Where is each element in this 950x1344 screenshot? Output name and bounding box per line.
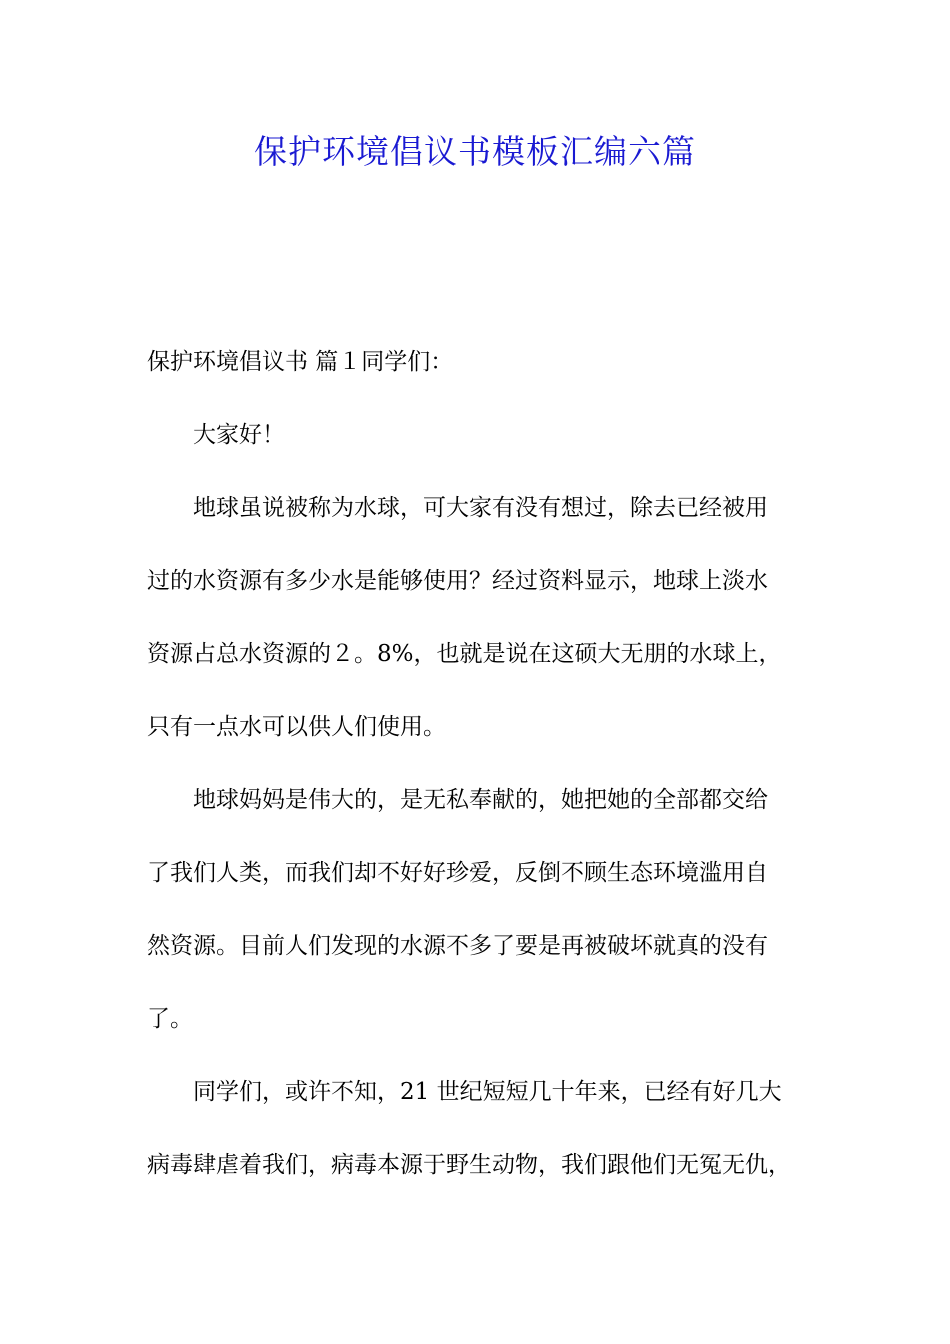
paragraph-line: 过的水资源有多少水是能够使用？经过资料显示，地球上淡水 bbox=[147, 568, 768, 594]
paragraph-line: 同学们，或许不知，21 世纪短短几十年来，已经有好几大 bbox=[193, 1079, 782, 1105]
paragraph-line: 大家好！ bbox=[193, 422, 285, 448]
paragraph-line: 资源占总水资源的２。8%，也就是说在这硕大无朋的水球上， bbox=[147, 641, 782, 667]
paragraph-line: 地球虽说被称为水球，可大家有没有想过，除去已经被用 bbox=[193, 495, 768, 521]
document-body bbox=[147, 338, 827, 1214]
paragraph-line: 了。 bbox=[147, 1006, 193, 1032]
paragraph-line: 然资源。目前人们发现的水源不多了要是再被破坏就真的没有 bbox=[147, 933, 768, 959]
paragraph-line: 病毒肆虐着我们，病毒本源于野生动物，我们跟他们无冤无仇， bbox=[147, 1152, 791, 1178]
paragraph-line: 了我们人类，而我们却不好好珍爱，反倒不顾生态环境滥用自 bbox=[147, 860, 768, 886]
paragraph-line: 保护环境倡议书 篇１同学们： bbox=[147, 349, 454, 375]
paragraph-line: 只有一点水可以供人们使用。 bbox=[147, 714, 446, 740]
paragraph-line: 地球妈妈是伟大的，是无私奉献的，她把她的全部都交给 bbox=[193, 787, 768, 813]
document-title: 保护环境倡议书模板汇编六篇 bbox=[254, 132, 696, 171]
